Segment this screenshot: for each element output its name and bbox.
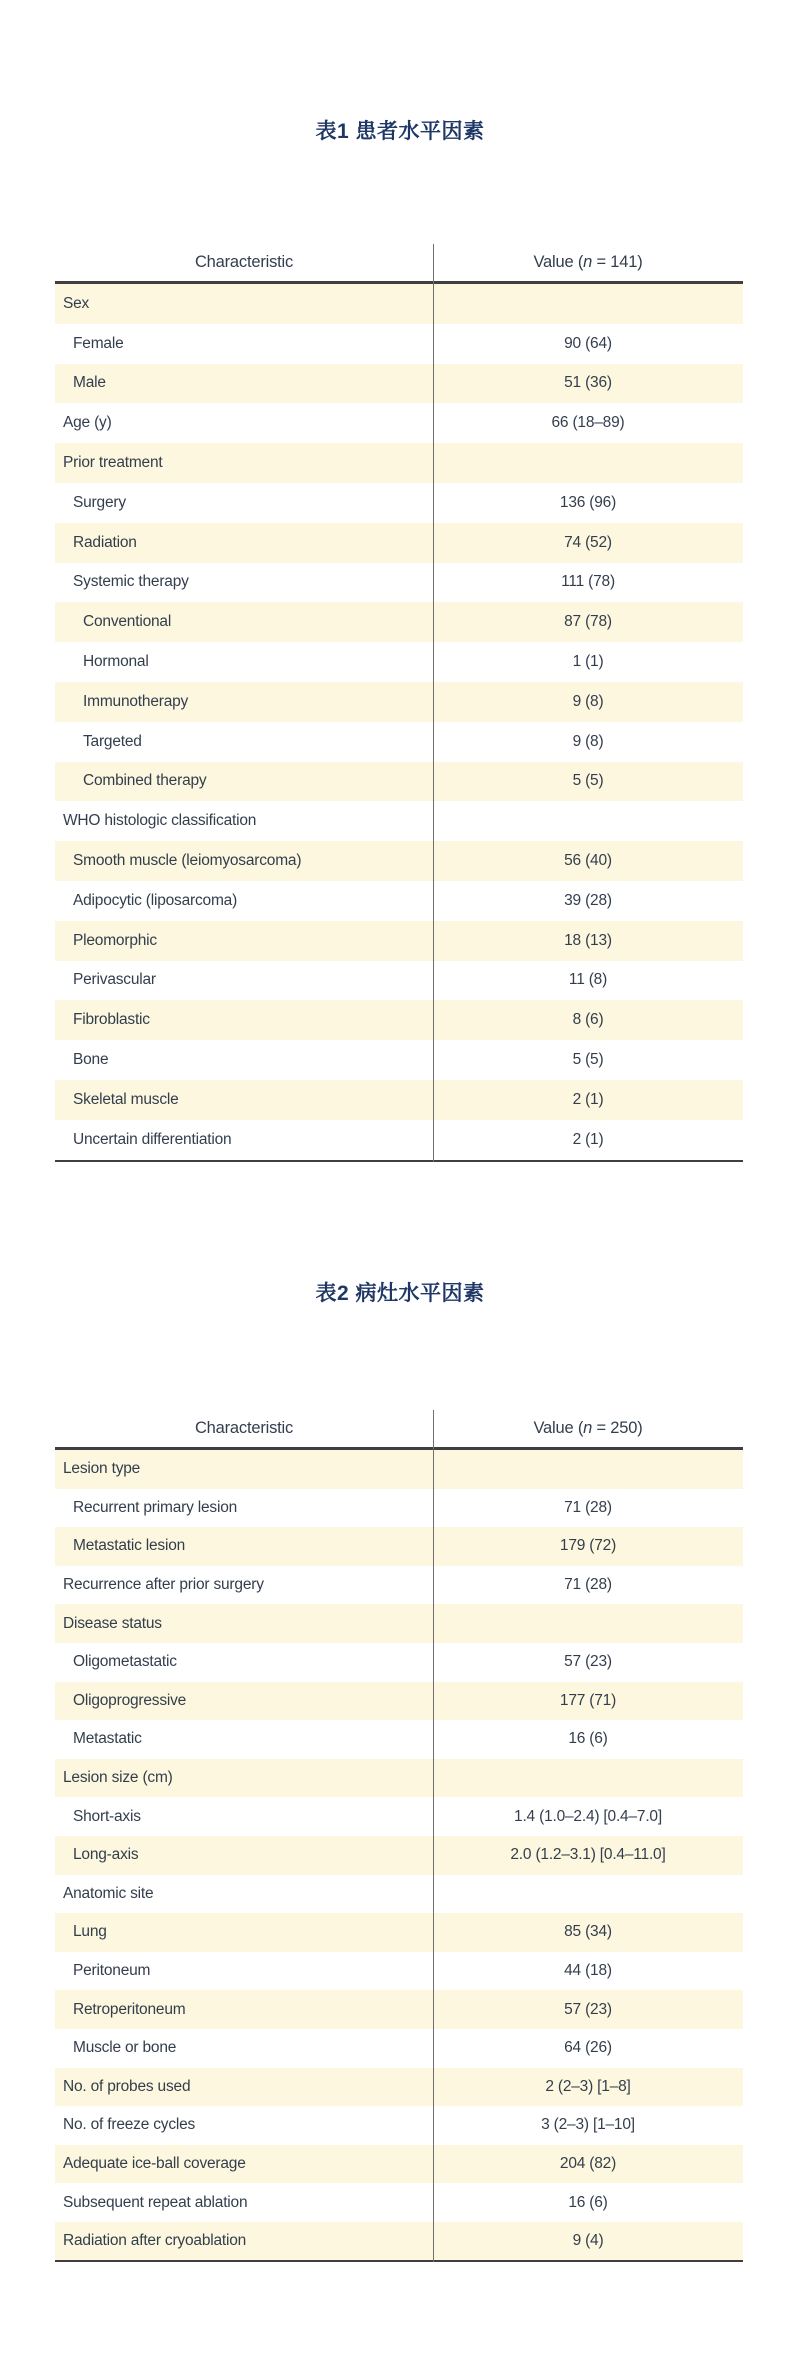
row-label: Prior treatment [63,454,163,472]
row-label: Hormonal [83,653,149,671]
row-label: Uncertain differentiation [73,1130,232,1148]
table-row [55,2183,743,2222]
row-value: 71 (28) [564,1576,612,1594]
table-row [55,1000,743,1040]
table1-title: 表1 患者水平因素 [315,120,485,144]
row-value: 9 (4) [572,2232,604,2250]
row-value: 9 (8) [572,732,604,750]
row-value: 177 (71) [559,1691,617,1709]
row-label: Lesion type [63,1460,141,1478]
table-row [55,563,743,603]
table1-body [55,284,743,1162]
table-row [55,642,743,682]
row-label: Radiation after cryoablation [63,2232,247,2250]
table-row [55,2106,743,2145]
table-row [55,1952,743,1991]
row-value: 64 (26) [564,2039,612,2057]
row-label: Oligometastatic [73,1653,177,1671]
value-header-n: n [583,1419,593,1437]
row-label: Skeletal muscle [73,1090,179,1108]
row-value: 51 (36) [564,374,612,392]
row-label: Targeted [83,732,142,750]
row-value: 5 (5) [572,772,604,790]
row-value: 179 (72) [559,1537,617,1555]
table-row [55,483,743,523]
row-label: Sex [63,294,90,312]
row-label: Radiation [73,533,137,551]
table-row [55,1990,743,2029]
table2-title: 表2 病灶水平因素 [315,1282,485,1306]
table-row [55,1759,743,1798]
row-value: 39 (28) [564,891,612,909]
table-row [55,961,743,1001]
table-row [55,2029,743,2068]
row-label: Retroperitoneum [73,2000,186,2018]
row-value: 5 (5) [572,1051,604,1069]
row-value: 3 (2–3) [1–10] [541,2116,635,2134]
table-row [55,364,743,404]
row-label: Male [73,374,106,392]
row-value: 111 (78) [561,573,615,591]
table-row [55,921,743,961]
column-divider [433,244,435,1162]
row-label: Recurrence after prior surgery [63,1576,264,1594]
row-value: 1.4 (1.0–2.4) [0.4–7.0] [514,1807,662,1825]
row-label: Bone [73,1051,109,1069]
row-label: Conventional [83,613,172,631]
row-label: Recurrent primary lesion [73,1498,238,1516]
row-value: 16 (6) [568,2193,608,2211]
table-row [55,1875,743,1914]
table2-header [55,1410,743,1450]
row-label: Long-axis [73,1846,139,1864]
row-value: 57 (23) [564,2000,612,2018]
row-label: Subsequent repeat ablation [63,2193,248,2211]
value-header-post: = 250) [592,1419,643,1437]
row-label: No. of freeze cycles [63,2116,196,2134]
value-header-pre: Value ( [533,1419,584,1437]
row-value: 74 (52) [564,533,612,551]
row-label: Pleomorphic [73,931,157,949]
table-row [55,1797,743,1836]
table-row [55,1682,743,1721]
column-divider [433,1410,435,2262]
row-label: Short-axis [73,1807,141,1825]
row-value: 2 (2–3) [1–8] [545,2077,631,2095]
row-label: No. of probes used [63,2077,191,2095]
value-header-post: = 141) [592,253,643,271]
row-value: 8 (6) [572,1011,604,1029]
row-label: Anatomic site [63,1884,154,1902]
row-value: 9 (8) [572,692,604,710]
row-label: Adequate ice-ball coverage [63,2154,246,2172]
table2 [55,1410,743,2262]
table-row [55,443,743,483]
table-row [55,523,743,563]
table-row [55,722,743,762]
table-row [55,762,743,802]
table-row [55,881,743,921]
table-row [55,2222,743,2261]
row-value: 44 (18) [564,1962,612,1980]
table1 [55,244,743,1162]
row-label: Disease status [63,1614,162,1632]
row-value: 11 (8) [568,971,608,989]
row-value: 87 (78) [564,613,612,631]
table-row [55,2145,743,2184]
value-header-n: n [583,253,593,271]
row-value: 71 (28) [564,1498,612,1516]
table-row [55,1566,743,1605]
table-row [55,1643,743,1682]
row-label: Systemic therapy [73,573,189,591]
row-value: 85 (34) [564,1923,612,1941]
row-label: Muscle or bone [73,2039,177,2057]
table-row [55,1913,743,1952]
table-row [55,284,743,324]
table-row [55,403,743,443]
row-label: Smooth muscle (leiomyosarcoma) [73,852,302,870]
row-value: 2.0 (1.2–3.1) [0.4–11.0] [510,1846,666,1864]
row-label: Oligoprogressive [73,1691,187,1709]
row-value: 136 (96) [559,493,617,511]
row-value: 2 (1) [572,1090,604,1108]
row-value: 1 (1) [572,653,604,671]
table-row [55,1604,743,1643]
table2-header-value [433,1419,743,1438]
row-label: Fibroblastic [73,1011,150,1029]
row-label: Peritoneum [73,1962,151,1980]
row-label: Female [73,334,124,352]
row-label: Age (y) [63,414,112,432]
table-row [55,1527,743,1566]
row-label: Surgery [73,493,126,511]
table1-header-value [433,253,743,272]
table-row [55,1720,743,1759]
table-row [55,2068,743,2107]
row-label: Metastatic [73,1730,142,1748]
row-value: 56 (40) [564,852,612,870]
table1-header [55,244,743,284]
row-value: 2 (1) [572,1130,604,1148]
table-row [55,1450,743,1489]
table2-header-characteristic: Characteristic [194,1419,294,1437]
row-label: Metastatic lesion [73,1537,186,1555]
table-row [55,602,743,642]
table-row [55,801,743,841]
row-label: Combined therapy [83,772,207,790]
table-row [55,1120,743,1160]
row-value: 204 (82) [559,2154,617,2172]
table1-header-characteristic: Characteristic [194,253,294,271]
row-value: 16 (6) [568,1730,608,1748]
row-label: Perivascular [73,971,156,989]
row-value: 18 (13) [564,931,612,949]
row-label: Lesion size (cm) [63,1769,173,1787]
row-label: WHO histologic classification [63,812,257,830]
row-value: 66 (18–89) [551,414,625,432]
table-row [55,1836,743,1875]
table2-body [55,1450,743,2262]
row-label: Adipocytic (liposarcoma) [73,891,238,909]
value-header-pre: Value ( [533,253,584,271]
table-row [55,841,743,881]
table-row [55,1080,743,1120]
table-row [55,324,743,364]
row-value: 57 (23) [564,1653,612,1671]
table-row [55,1489,743,1528]
row-label: Lung [73,1923,107,1941]
table-row [55,1040,743,1080]
row-label: Immunotherapy [83,692,189,710]
row-value: 90 (64) [564,334,612,352]
table-row [55,682,743,722]
